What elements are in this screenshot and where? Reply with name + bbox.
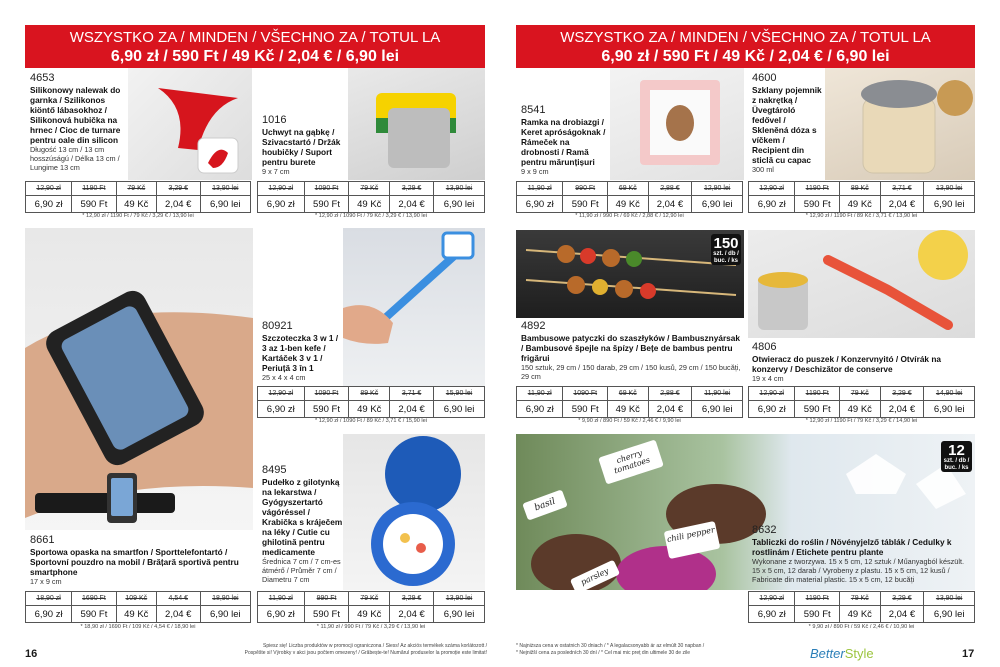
plant-label-chili-pepper: chili pepper [664, 521, 721, 559]
price-cell: 2,04 € [390, 401, 434, 418]
product-photo-8495 [343, 434, 485, 590]
product-name: Sportowa opaska na smartfon / Sporttelefontartó / Sportovní pouzdro na mobil / Brățară sportivă pentru smartphone [30, 547, 239, 577]
product-code: 8541 [521, 104, 546, 116]
price-cell: 590 Ft [795, 401, 840, 418]
price-cell: 49 Kč [840, 401, 880, 418]
price-cell: 18,90 lei [200, 592, 250, 606]
price-cell: 590 Ft [72, 196, 116, 213]
lowest-price-note: * 9,90 zł / 890 Ft / 59 Kč / 2,46 € / 10,90 lei [808, 624, 915, 630]
price-cell: 590 Ft [304, 196, 349, 213]
price-table-4806 [748, 386, 975, 418]
price-cell: 79 Kč [116, 182, 156, 196]
product-photo-80921 [343, 228, 485, 386]
footer-note-left: Spiesz się! Liczba produktów w promocji ograniczona / Siess! Az akciós termékek száma korlátozott / Pospěšte si! Výrobky v akci jsou počtem omezeny! / Grăbește-te! Numărul produselor la promoție este limitat! [244, 643, 487, 656]
price-cell: 12,90 zł [749, 387, 795, 401]
price-table-8541 [516, 181, 743, 213]
price-cell: 6,90 lei [200, 196, 250, 213]
price-cell: 79 Kč [840, 592, 880, 606]
product-code: 1016 [262, 114, 287, 126]
frame-icon [610, 68, 744, 180]
product-photo-4600 [825, 68, 975, 180]
page-number-left: 16 [25, 648, 38, 660]
product-photo-8541 [610, 68, 744, 180]
price-cell: 6,90 lei [692, 401, 743, 418]
product-code: 8495 [262, 464, 287, 476]
price-cell: 2,04 € [648, 401, 692, 418]
price-cell: 3,29 € [880, 592, 924, 606]
price-cell: 6,90 zł [258, 401, 305, 418]
price-cell: 89 Kč [840, 182, 880, 196]
price-cell: 6,90 zł [749, 401, 795, 418]
product-name: Pudełko z gilotynką na lekarstwa / Gyógyszertartó vágóréssel / Krabička s kráječem na léky / Cutie cu ghilotină pentru medicamente [262, 477, 343, 557]
price-cell: 49 Kč [349, 196, 390, 213]
price-cell: 2,04 € [156, 606, 200, 623]
price-cell: 2,04 € [156, 196, 200, 213]
product-desc: 25 x 4 x 4 cm [262, 373, 306, 382]
product-name: Silikonowy nalewak do garnka / Szilikonos kiöntő lábasokhoz / Silikonová hubička na hrnec / Cioc de turnare pentru oale din silicon [30, 85, 121, 145]
price-cell: 49 Kč [349, 401, 390, 418]
price-cell: 79 Kč [840, 387, 880, 401]
product-desc: 9 x 7 cm [262, 167, 290, 176]
lowest-price-note: * 12,90 zł / 1090 Ft / 79 Kč / 3,29 € / 13,90 lei [315, 213, 427, 219]
quantity-badge-12: 12 szt. / db / buc. / ks [941, 441, 972, 472]
price-cell: 49 Kč [840, 196, 880, 213]
price-cell: 590 Ft [304, 606, 349, 623]
product-4892 [521, 320, 743, 381]
page-number-right: 17 [962, 648, 975, 660]
price-cell: 6,90 zł [517, 196, 563, 213]
price-cell: 69 Kč [608, 387, 648, 401]
price-cell: 69 Kč [608, 182, 648, 196]
price-table-1016 [257, 181, 485, 213]
price-cell: 12,90 zł [258, 387, 305, 401]
price-cell: 3,29 € [390, 592, 434, 606]
product-desc: 17 x 9 cm [30, 577, 62, 586]
price-cell: 12,90 zł [749, 592, 795, 606]
plant-label-cherry-tomatoes: cherry tomatoes [598, 439, 664, 484]
price-cell: 1090 Ft [563, 387, 608, 401]
product-desc: 300 ml [752, 165, 774, 174]
price-cell: 11,90 zł [517, 387, 563, 401]
price-cell: 18,90 zł [26, 592, 72, 606]
price-cell: 79 Kč [349, 182, 390, 196]
price-cell: 6,90 lei [924, 401, 975, 418]
can-opener-icon [748, 230, 975, 338]
price-cell: 6,90 lei [434, 401, 485, 418]
price-cell: 6,90 zł [749, 606, 795, 623]
product-80921 [262, 320, 344, 382]
product-name: Uchwyt na gąbkę / Szivacstartó / Držák houbičky / Suport pentru burete [262, 127, 341, 167]
price-cell: 49 Kč [608, 401, 648, 418]
betterstyle-logo: BetterStyle [810, 646, 874, 661]
price-cell: 12,90 zł [26, 182, 72, 196]
price-cell: 6,90 zł [258, 606, 305, 623]
product-photo-8661 [25, 228, 253, 530]
price-cell: 6,90 lei [692, 196, 743, 213]
product-4806 [752, 341, 974, 383]
product-8541 [521, 104, 609, 176]
lowest-price-note: * 18,90 zł / 1690 Ft / 109 Kč / 4,54 € / 18,90 lei [80, 624, 196, 630]
price-cell: 12,90 zł [749, 182, 795, 196]
product-code: 4653 [30, 72, 55, 84]
price-cell: 13,90 lei [924, 592, 975, 606]
price-cell: 3,29 € [156, 182, 200, 196]
lowest-price-note: * 11,90 zł / 990 Ft / 79 Kč / 3,29 € / 13,90 lei [316, 624, 426, 630]
product-desc: Średnica 7 cm / 7 cm-es átmérő / Průměr 7 cm / Diametru 7 cm [262, 557, 341, 584]
price-cell: 11,90 lei [692, 387, 743, 401]
price-cell: 3,71 € [390, 387, 434, 401]
price-banner-right [516, 25, 975, 68]
price-table-4653 [25, 181, 251, 213]
price-cell: 3,71 € [880, 182, 924, 196]
price-cell: 1690 Ft [72, 592, 116, 606]
price-cell: 590 Ft [563, 401, 608, 418]
price-cell: 109 Kč [116, 592, 156, 606]
product-photo-4653 [128, 68, 252, 180]
banner-line1: WSZYSTKO ZA / MINDEN / VŠECHNO ZA / TOTUL LA [69, 29, 441, 46]
product-desc: 19 x 4 cm [752, 374, 784, 383]
price-cell: 2,88 € [648, 182, 692, 196]
price-cell: 990 Ft [304, 592, 349, 606]
product-desc: 150 sztuk, 29 cm / 150 darab, 29 cm / 150 kusů, 29 cm / 150 bucăți, 29 cm [521, 363, 741, 381]
price-cell: 12,90 zł [258, 182, 305, 196]
product-photo-4806 [748, 230, 975, 338]
price-cell: 2,04 € [390, 196, 434, 213]
price-cell: 89 Kč [349, 387, 390, 401]
price-cell: 2,04 € [880, 196, 924, 213]
price-cell: 1190 Ft [795, 592, 840, 606]
jar-icon [825, 68, 975, 180]
price-banner-left [25, 25, 485, 68]
price-table-80921 [257, 386, 485, 418]
product-name: Tabliczki do roślin / Növényjelző táblák / Cedulky k rostlinám / Etichete pentru plante [752, 537, 952, 557]
price-cell: 13,90 lei [434, 592, 485, 606]
product-code: 8661 [30, 534, 55, 546]
price-cell: 6,90 lei [434, 196, 485, 213]
product-8495 [262, 464, 344, 584]
price-cell: 49 Kč [116, 606, 156, 623]
price-cell: 49 Kč [840, 606, 880, 623]
product-4600 [752, 72, 824, 174]
price-cell: 2,04 € [648, 196, 692, 213]
product-8661 [30, 534, 250, 586]
price-cell: 6,90 lei [924, 606, 975, 623]
product-desc: Długość 13 cm / 13 cm hosszúságú / Délka 13 cm / Lungime 13 cm [30, 145, 120, 172]
price-table-4892 [516, 386, 743, 418]
price-cell: 11,90 zł [517, 182, 563, 196]
footer-note-right: * Najniższa cena w ostatnich 30 dniach / * A legalacsonyabb ár az elmúlt 30 napban / * Nejnižší cena za posledních 30 dní / * Cel mai mic preț din ultimele 30 de zile [516, 643, 705, 656]
price-cell: 4,54 € [156, 592, 200, 606]
price-cell: 1090 Ft [304, 182, 349, 196]
plant-label-parsley: parsley [570, 560, 620, 590]
lowest-price-note: * 12,90 zł / 1190 Ft / 79 Kč / 3,29 € / 14,90 lei [805, 418, 918, 424]
price-cell: 49 Kč [116, 196, 156, 213]
product-code: 8632 [752, 524, 777, 536]
price-cell: 2,04 € [880, 606, 924, 623]
product-code: 4600 [752, 72, 777, 84]
price-table-4600 [748, 181, 975, 213]
product-4653 [30, 72, 128, 172]
price-cell: 12,90 lei [692, 182, 743, 196]
price-cell: 49 Kč [608, 196, 648, 213]
price-cell: 6,90 zł [258, 196, 305, 213]
right-page [500, 0, 1000, 667]
price-cell: 13,90 lei [200, 182, 250, 196]
price-cell: 590 Ft [72, 606, 116, 623]
price-cell: 15,90 lei [434, 387, 485, 401]
price-cell: 6,90 lei [200, 606, 250, 623]
price-cell: 1190 Ft [72, 182, 116, 196]
lowest-price-note: * 9,90 zł / 890 Ft / 59 Kč / 2,46 € / 9,90 lei [578, 418, 681, 424]
price-cell: 13,90 lei [924, 182, 975, 196]
lowest-price-note: * 12,90 zł / 1190 Ft / 89 Kč / 3,71 € / 13,90 lei [805, 213, 918, 219]
product-code: 4806 [752, 341, 777, 353]
price-cell: 6,90 zł [749, 196, 795, 213]
price-cell: 2,04 € [390, 606, 434, 623]
product-name: Szklany pojemnik z nakrętką / Üvegtároló fedővel / Skleněná dóza s víčkem / Recipient din sticlă cu capac [752, 85, 822, 165]
price-cell: 6,90 zł [26, 196, 72, 213]
product-desc: 9 x 9 cm [521, 167, 549, 176]
price-cell: 590 Ft [795, 196, 840, 213]
skewer-icon [516, 230, 744, 318]
price-cell: 590 Ft [563, 196, 608, 213]
price-cell: 79 Kč [349, 592, 390, 606]
banner-line2: 6,90 zł / 590 Ft / 49 Kč / 2,04 € / 6,90 lei [601, 48, 890, 65]
price-cell: 990 Ft [563, 182, 608, 196]
price-cell: 49 Kč [349, 606, 390, 623]
price-cell: 2,88 € [648, 387, 692, 401]
product-desc: Wykonane z tworzywa. 15 x 5 cm, 12 sztuk / Műanyagból készült. 15 x 5 cm, 12 darab / Vyrobeny z plastu. 15 x 5 cm, 12 kusů / Fabricate din material plastic. 15 x 5 cm, 12 bucăți [752, 557, 965, 584]
price-cell: 3,29 € [880, 387, 924, 401]
price-table-8632 [748, 591, 975, 623]
lowest-price-note: * 11,90 zł / 990 Ft / 69 Kč / 2,88 € / 12,90 lei [575, 213, 684, 219]
product-name: Ramka na drobiazgi / Keret apróságoknak / Rámeček na drobnosti / Ramă pentru mărunțișuri [521, 117, 606, 167]
price-cell: 590 Ft [795, 606, 840, 623]
product-name: Szczoteczka 3 w 1 / 3 az 1-ben kefe / Kartáček 3 v 1 / Periuță 3 în 1 [262, 333, 339, 373]
price-cell: 2,04 € [880, 401, 924, 418]
price-cell: 13,90 lei [434, 182, 485, 196]
price-cell: 1190 Ft [795, 182, 840, 196]
product-code: 4892 [521, 320, 546, 332]
lowest-price-note: * 12,90 zł / 1190 Ft / 79 Kč / 3,29 € / 13,90 lei [82, 213, 194, 219]
product-photo-4892 [516, 230, 744, 318]
price-cell: 1090 Ft [304, 387, 349, 401]
lowest-price-note: * 12,90 zł / 1090 Ft / 89 Kč / 3,71 € / 15,90 lei [315, 418, 427, 424]
price-table-8661 [25, 591, 251, 623]
pill-box-icon [343, 434, 485, 590]
price-table-8495 [257, 591, 485, 623]
banner-line1: WSZYSTKO ZA / MINDEN / VŠECHNO ZA / TOTUL LA [560, 29, 931, 46]
product-name: Otwieracz do puszek / Konzervnyitó / Otvírák na konzervy / Deschizător de conserve [752, 354, 942, 374]
product-name: Bambusowe patyczki do szaszłyków / Bambusznyársak / Bambusové špejle na špízy / Bețe de bambus pentru frigărui [521, 333, 741, 363]
price-cell: 6,90 lei [434, 606, 485, 623]
brush-icon [343, 228, 485, 386]
plant-label-basil: basil [522, 489, 568, 520]
product-code: 80921 [262, 320, 293, 332]
price-cell: 6,90 zł [517, 401, 563, 418]
quantity-badge-150: 150 szt. / db / buc. / ks [711, 234, 741, 265]
spout-icon [128, 68, 252, 180]
price-cell: 590 Ft [304, 401, 349, 418]
price-cell: 11,90 zł [258, 592, 305, 606]
product-8632 [752, 524, 974, 584]
price-cell: 6,90 lei [924, 196, 975, 213]
banner-line2: 6,90 zł / 590 Ft / 49 Kč / 2,04 € / 6,90 lei [110, 48, 400, 65]
sponge-holder-icon [348, 68, 485, 180]
product-photo-1016 [348, 68, 485, 180]
price-cell: 6,90 zł [26, 606, 72, 623]
price-cell: 14,90 lei [924, 387, 975, 401]
price-cell: 1190 Ft [795, 387, 840, 401]
armband-icon [25, 228, 253, 530]
product-1016 [262, 114, 348, 176]
price-cell: 3,29 € [390, 182, 434, 196]
